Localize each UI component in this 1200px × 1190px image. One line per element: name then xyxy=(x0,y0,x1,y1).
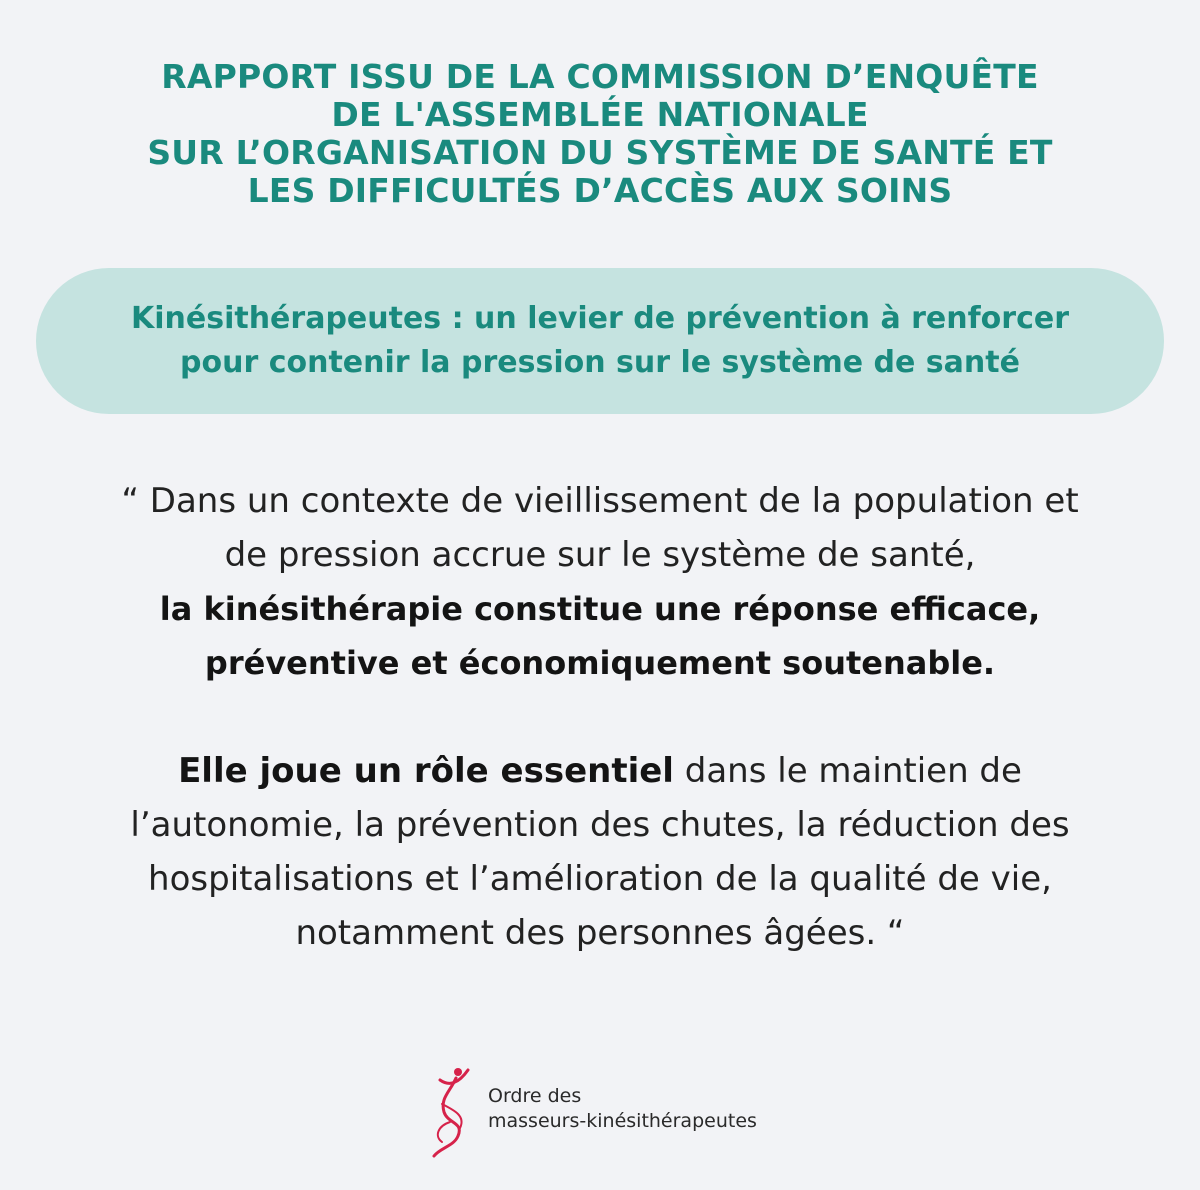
quote-line-7: hospitalisations et l’amélioration de la qualité de vie, xyxy=(148,859,1052,899)
title-line-1: RAPPORT ISSU DE LA COMMISSION D’ENQUÊTE xyxy=(161,57,1039,96)
quote-line-6: l’autonomie, la prévention des chutes, la réduction des xyxy=(130,805,1070,845)
banner-line-2: pour contenir la pression sur le système de santé xyxy=(180,345,1020,380)
logo-line-1: Ordre des xyxy=(488,1085,582,1107)
quote-emphasis: Elle joue un rôle essentiel xyxy=(178,751,674,791)
title-line-2: DE L'ASSEMBLÉE NATIONALE xyxy=(331,95,869,134)
quote-line-1: “ Dans un contexte de vieillissement de la population et xyxy=(121,481,1079,521)
banner-line-1: Kinésithérapeutes : un levier de prévention à renforcer xyxy=(130,301,1070,336)
quote-line-2: de pression accrue sur le système de santé, xyxy=(224,535,976,575)
title-line-4: LES DIFFICULTÉS D’ACCÈS AUX SOINS xyxy=(247,171,953,210)
quote-line-8: notamment des personnes âgées. “ xyxy=(295,913,905,953)
report-title xyxy=(0,58,1200,210)
ordre-mk-logo-icon xyxy=(420,1062,490,1162)
quote-line-4: préventive et économiquement soutenable. xyxy=(204,644,996,682)
logo-text xyxy=(488,1084,757,1134)
subtitle-banner xyxy=(36,268,1164,414)
logo-line-2: masseurs-kinésithérapeutes xyxy=(488,1110,757,1132)
quote-line-5-rest: dans le maintien de xyxy=(673,751,1022,791)
ordre-logo xyxy=(420,1062,800,1162)
paragraph-spacer xyxy=(40,690,1160,744)
quote-block xyxy=(40,474,1160,960)
quote-line-3: la kinésithérapie constitue une réponse efficace, xyxy=(159,590,1041,628)
quote-line-5 xyxy=(40,744,1160,798)
title-line-3: SUR L’ORGANISATION DU SYSTÈME DE SANTÉ ET xyxy=(147,133,1053,172)
